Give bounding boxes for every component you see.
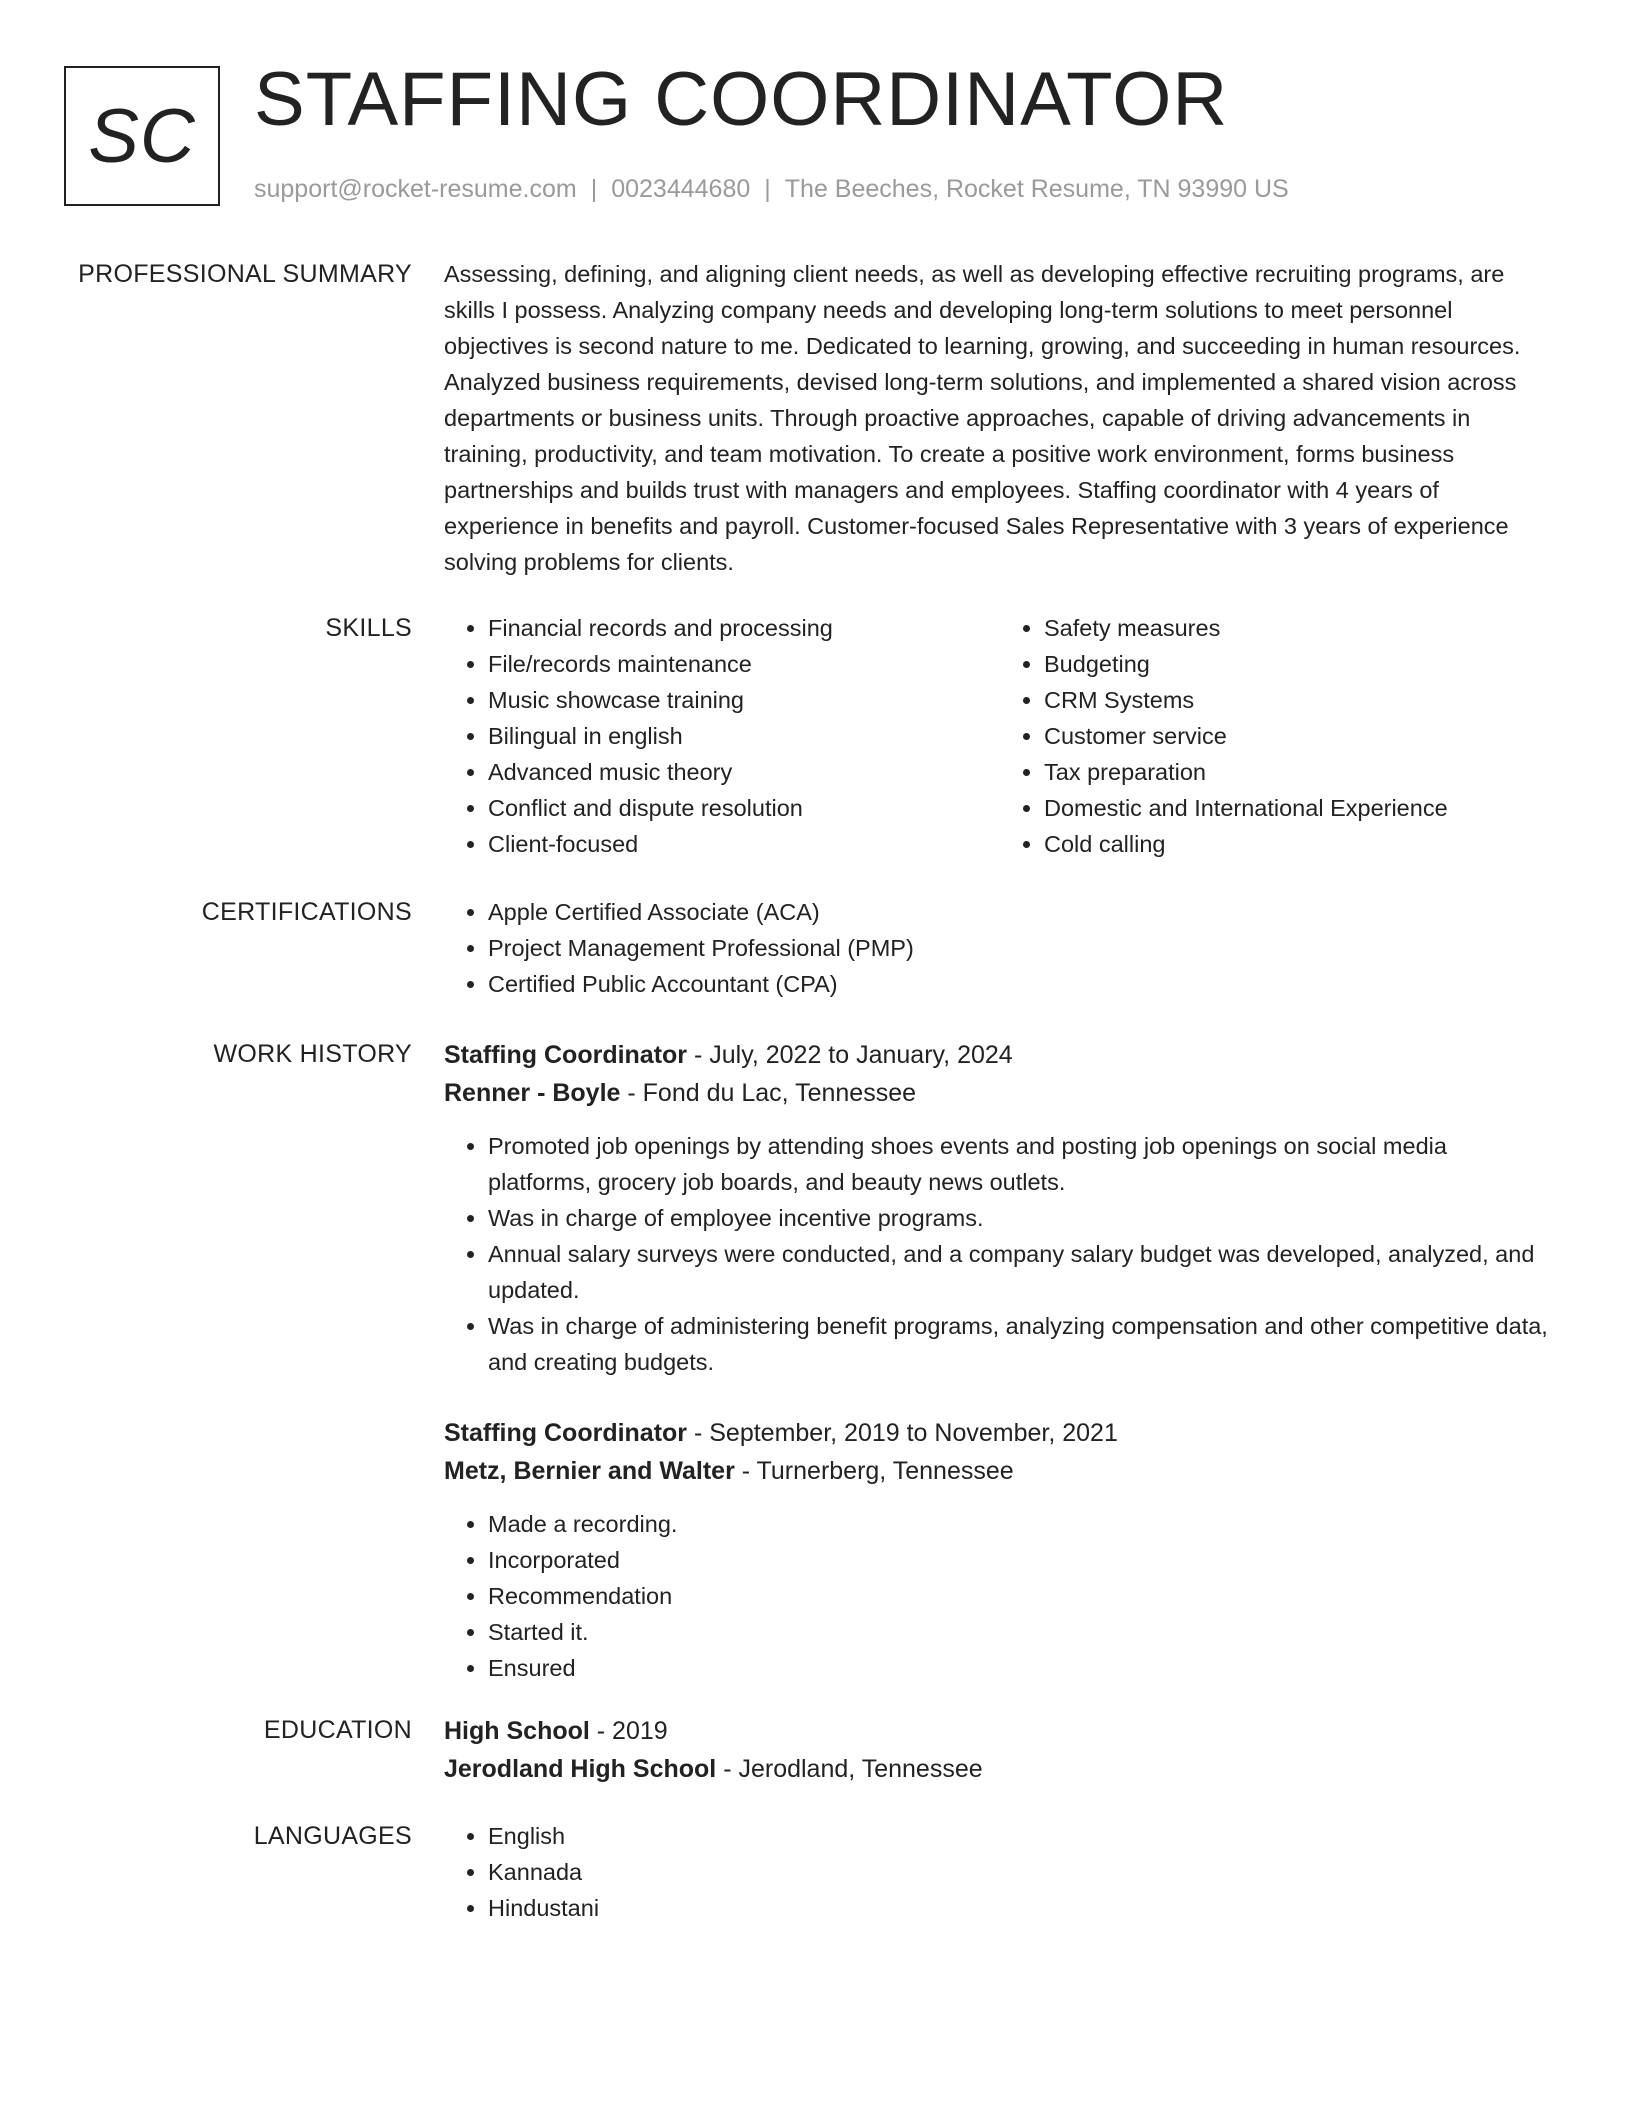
job-entry xyxy=(444,1414,1556,1686)
school-name: Jerodland High School xyxy=(444,1755,717,1783)
duty-item: • Incorporated xyxy=(488,1542,1556,1578)
duty-item: • Annual salary surveys were conducted, and a company salary budget was developed, analyzed, and updated. xyxy=(488,1236,1556,1308)
skill-item: • Safety measures xyxy=(1044,610,1556,646)
section-content xyxy=(444,1818,1556,1926)
section-label: SKILLS xyxy=(325,614,412,642)
duty-item: • Was in charge of employee incentive programs. xyxy=(488,1200,1556,1236)
certifications-list xyxy=(444,894,1556,1002)
section-label: EDUCATION xyxy=(263,1716,412,1744)
language-item: • Kannada xyxy=(488,1854,1556,1890)
skill-item: • Music showcase training xyxy=(488,682,1000,718)
summary-text: Assessing, defining, and aligning client needs, as well as developing effective recruiting programs, are skills I possess. Analyzing company needs and developing long-term solutions to meet personnel objectives is second nature to me. Dedicated to learning, growing, and succeeding in human resources. Analyzed business requirements, devised long-term solutions, and implemented a shared vision across departments or business units. Through proactive approaches, capable of driving advancements in training, productivity, and team motivation. To create a positive work environment, forms business partnerships and builds trust with managers and employees. Staffing coordinator with 4 years of experience in benefits and payroll. Customer-focused Sales Representative with 3 years of experience solving problems for clients. xyxy=(444,261,1521,575)
section-content xyxy=(444,894,1556,1002)
duty-item: • Was in charge of administering benefit programs, analyzing compensation and other competitive data, and creating budgets. xyxy=(488,1308,1556,1380)
job-location: - Turnerberg, Tennessee xyxy=(734,1457,1014,1485)
skill-item: • Budgeting xyxy=(1044,646,1556,682)
job-company-line xyxy=(444,1452,1556,1490)
contact-line xyxy=(254,172,1289,206)
degree: High School xyxy=(444,1717,590,1745)
skill-item: • Domestic and International Experience xyxy=(1044,790,1556,826)
duty-item: • Started it. xyxy=(488,1614,1556,1650)
skill-item: • Tax preparation xyxy=(1044,754,1556,790)
resume-title: STAFFING COORDINATOR xyxy=(254,57,1229,142)
monogram-badge: SC xyxy=(64,66,220,206)
job-company-line xyxy=(444,1074,1556,1112)
language-item: • Hindustani xyxy=(488,1890,1556,1926)
school-location: - Jerodland, Tennessee xyxy=(716,1755,983,1783)
job-duties xyxy=(444,1506,1556,1686)
section-label: LANGUAGES xyxy=(253,1822,412,1850)
skill-item: • Cold calling xyxy=(1044,826,1556,862)
skill-item: • Advanced music theory xyxy=(488,754,1000,790)
duty-item: • Made a recording. xyxy=(488,1506,1556,1542)
section-content xyxy=(444,256,1556,580)
contact-separator: | xyxy=(764,175,771,203)
job-title-line xyxy=(444,1414,1556,1452)
job-dates: - September, 2019 to November, 2021 xyxy=(687,1419,1118,1447)
skill-item: • File/records maintenance xyxy=(488,646,1000,682)
duty-item: • Promoted job openings by attending shoes events and posting job openings on social media platforms, grocery job boards, and beauty news outlets. xyxy=(488,1128,1556,1200)
skills-columns xyxy=(444,610,1556,862)
job-location: - Fond du Lac, Tennessee xyxy=(620,1079,917,1107)
section-label: WORK HISTORY xyxy=(213,1040,412,1068)
section-label: PROFESSIONAL SUMMARY xyxy=(78,260,412,288)
certification-item: • Apple Certified Associate (ACA) xyxy=(488,894,1556,930)
job-title-line xyxy=(444,1036,1556,1074)
skill-item: • Bilingual in english xyxy=(488,718,1000,754)
contact-phone[interactable]: 0023444680 xyxy=(611,175,751,203)
contact-email[interactable]: support@rocket-resume.com xyxy=(254,175,577,203)
skill-item: • Client-focused xyxy=(488,826,1000,862)
skill-item: • Financial records and processing xyxy=(488,610,1000,646)
languages-list xyxy=(444,1818,1556,1926)
duty-item: • Recommendation xyxy=(488,1578,1556,1614)
skills-list-right xyxy=(1000,610,1556,862)
duty-item: • Ensured xyxy=(488,1650,1556,1686)
section-label: CERTIFICATIONS xyxy=(201,898,412,926)
job-title: Staffing Coordinator xyxy=(444,1419,688,1447)
certification-item: • Certified Public Accountant (CPA) xyxy=(488,966,1556,1002)
skill-item: • Customer service xyxy=(1044,718,1556,754)
job-duties xyxy=(444,1128,1556,1380)
job-company: Renner - Boyle xyxy=(444,1079,621,1107)
job-company: Metz, Bernier and Walter xyxy=(444,1457,735,1485)
section-content xyxy=(444,1036,1556,1686)
section-content xyxy=(444,1712,1556,1788)
skill-item: • CRM Systems xyxy=(1044,682,1556,718)
skills-list-left xyxy=(444,610,1000,862)
contact-address: The Beeches, Rocket Resume, TN 93990 US xyxy=(784,175,1289,203)
contact-separator: | xyxy=(590,175,598,203)
job-dates: - July, 2022 to January, 2024 xyxy=(687,1041,1013,1069)
job-title: Staffing Coordinator xyxy=(444,1041,688,1069)
job-entry xyxy=(444,1036,1556,1380)
language-item: • English xyxy=(488,1818,1556,1854)
school-line xyxy=(444,1750,1556,1788)
degree-line xyxy=(444,1712,1556,1750)
skill-item: • Conflict and dispute resolution xyxy=(488,790,1000,826)
degree-year: - 2019 xyxy=(589,1717,668,1745)
certification-item: • Project Management Professional (PMP) xyxy=(488,930,1556,966)
